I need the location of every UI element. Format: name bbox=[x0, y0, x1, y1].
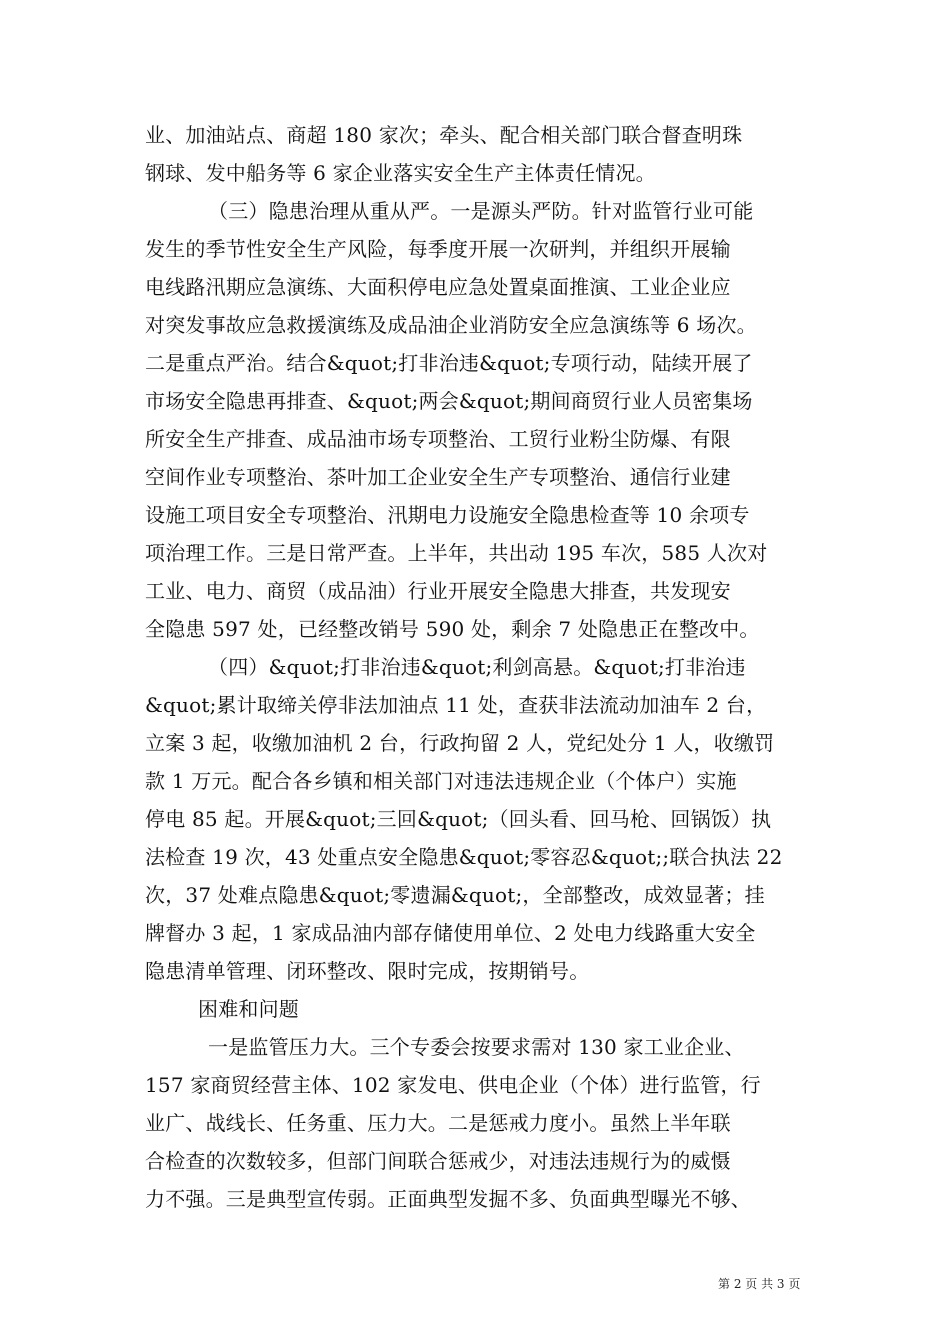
body-text-line: 停电 85 起。开展&quot;三回&quot;（回头看、回马枪、回锅饭）执 bbox=[145, 807, 772, 831]
body-text-line: 款 1 万元。配合各乡镇和相关部门对违法违规企业（个体户）实施 bbox=[145, 769, 737, 793]
section-four-heading-line: （四）&quot;打非治违&quot;利剑高悬。&quot;打非治违 bbox=[208, 655, 746, 679]
body-text-line: 对突发事故应急救援演练及成品油企业消防安全应急演练等 6 场次。 bbox=[145, 313, 757, 337]
body-text-line: 隐患清单管理、闭环整改、限时完成，按期销号。 bbox=[145, 959, 590, 983]
body-text-line: 业、加油站点、商超 180 家次；牵头、配合相关部门联合督查明珠 bbox=[145, 123, 743, 147]
page-number-footer: 第 2 页 共 3 页 bbox=[718, 1277, 801, 1291]
difficulties-heading: 困难和问题 bbox=[198, 997, 299, 1021]
body-text-line: 全隐患 597 处，已经整改销号 590 处，剩余 7 处隐患正在整改中。 bbox=[145, 617, 760, 641]
body-text-line: 二是重点严治。结合&quot;打非治违&quot;专项行动，陆续开展了 bbox=[145, 351, 753, 375]
section-three-heading-line: （三）隐患治理从重从严。一是源头严防。针对监管行业可能 bbox=[208, 199, 754, 223]
body-text-line: 立案 3 起，收缴加油机 2 台，行政拘留 2 人，党纪处分 1 人，收缴罚 bbox=[145, 731, 775, 755]
body-text-line: 力不强。三是典型宣传弱。正面典型发掘不多、负面典型曝光不够、 bbox=[145, 1187, 751, 1211]
body-text-line: 钢球、发中船务等 6 家企业落实安全生产主体责任情况。 bbox=[145, 161, 656, 185]
body-text-line: 合检查的次数较多，但部门间联合惩戒少，对违法违规行为的威慑 bbox=[145, 1149, 731, 1173]
body-text-line: 一是监管压力大。三个专委会按要求需对 130 家工业企业、 bbox=[208, 1035, 745, 1059]
body-text-line: &quot;累计取缔关停非法加油点 11 处，查获非法流动加油车 2 台， bbox=[145, 693, 767, 717]
body-text-line: 设施工项目安全专项整治、汛期电力设施安全隐患检查等 10 余项专 bbox=[145, 503, 750, 527]
body-text-line: 业广、战线长、任务重、压力大。二是惩戒力度小。虽然上半年联 bbox=[145, 1111, 731, 1135]
body-text-line: 项治理工作。三是日常严查。上半年，共出动 195 车次，585 人次对 bbox=[145, 541, 768, 565]
body-text-line: 市场安全隐患再排查、&quot;两会&quot;期间商贸行业人员密集场 bbox=[145, 389, 753, 413]
body-text-line: 所安全生产排查、成品油市场专项整治、工贸行业粉尘防爆、有限 bbox=[145, 427, 731, 451]
body-text-line: 发生的季节性安全生产风险，每季度开展一次研判，并组织开展输 bbox=[145, 237, 731, 261]
body-text-line: 电线路汛期应急演练、大面积停电应急处置桌面推演、工业企业应 bbox=[145, 275, 731, 299]
body-text-line: 157 家商贸经营主体、102 家发电、供电企业（个体）进行监管，行 bbox=[145, 1073, 761, 1097]
body-text-line: 工业、电力、商贸（成品油）行业开展安全隐患大排查，共发现安 bbox=[145, 579, 731, 603]
body-text-line: 空间作业专项整治、茶叶加工企业安全生产专项整治、通信行业建 bbox=[145, 465, 731, 489]
body-text-line: 次，37 处难点隐患&quot;零遗漏&quot;，全部整改，成效显著；挂 bbox=[145, 883, 765, 907]
body-text-line: 牌督办 3 起，1 家成品油内部存储使用单位、2 处电力线路重大安全 bbox=[145, 921, 756, 945]
body-text-line: 法检查 19 次，43 处重点安全隐患&quot;零容忍&quot;;联合执法 22 bbox=[145, 845, 783, 869]
